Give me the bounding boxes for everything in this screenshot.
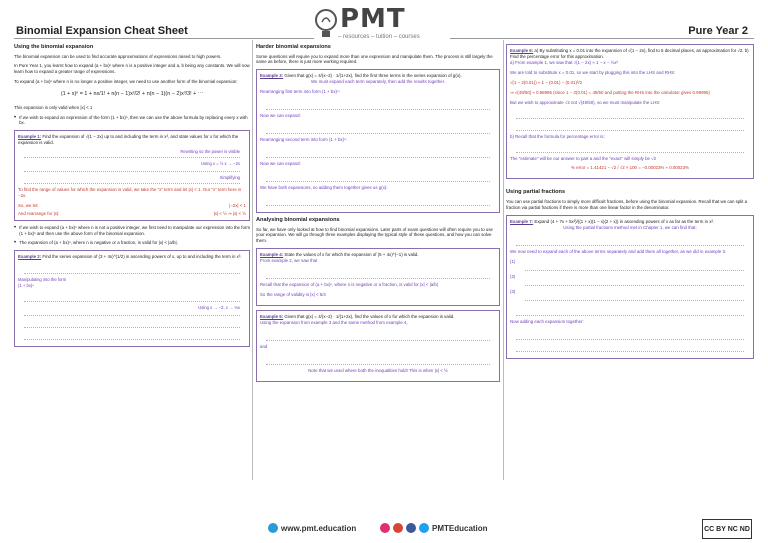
paragraph: You can use partial fractions to simply more difficult fractions, before using the binomial expansion. Recall that we can split a fraction via partial fractions if there is more than one linear factor in the denominator. [506,198,748,210]
paragraph: To expand (a + bx)ⁿ where n is no longer a positive integer, we need to use another form of the binomial expansion: [14,79,238,85]
header-rule-right [450,38,754,39]
bullet-icon: • [14,114,17,121]
working-line [24,161,240,172]
working-math: ⇒ √(49/50) ≈ 0.98995 (since 1 − 2(0.01) = 49/50 and putting the RHS into the calculator gives 0.98995) [510,89,710,95]
working-line [516,235,744,246]
working-line [24,175,240,184]
bullet-text: If we wish to expand (a + bx)ⁿ where n is not a positive integer, we first need to manipulate our expression into the form (1 + bx)ⁿ and then use the above form of the binomial expansion. [19,225,250,236]
website-text: www.pmt.education [281,523,357,533]
example-label: Example 4: [260,252,284,258]
working-line [266,171,490,182]
social-links[interactable] [380,523,488,533]
example-question: State the values of x for which the expansion of (5 + 4x)^(−1) is valid. [284,252,419,258]
annotation: Manipulating into the form (1 + bx)ⁿ [18,276,67,288]
youtube-icon[interactable] [393,523,403,533]
annotation: Using x → −2, x → ⅓x [198,305,240,311]
bullet-point [14,225,250,237]
working-text: a) From example 1, we saw that √(1 − 2x) ≈ 1 − x − ½x² [510,59,618,65]
paragraph: Some questions will require you to expand more than one expression and manipulate them. The process is still largely the same as before, there is just more working required. [256,53,493,65]
section-heading: Using partial fractions [506,189,566,196]
example-box [14,250,250,347]
working-line [266,147,490,158]
working-line [516,144,744,153]
working-line [266,123,490,134]
validity-text: This expansion is only valid when |x| < 1 [14,104,93,110]
working-text: We must expand each term separately, then add the results together. [310,79,446,85]
column-1 [14,40,250,477]
working-math: √(1 − 2(0.01)) ≈ 1 − (0.01) − (0.01)²/2 [510,79,583,85]
year-tag: Pure Year 2 [688,25,748,37]
working-line [525,277,744,286]
working-line [266,330,490,341]
working-line [266,99,490,110]
column-2 [256,40,500,477]
annotation: Using x = ½ x → −2x [201,161,240,167]
working-line [516,307,744,316]
working-text: Note that we used where both the inequalities hold! This is when |x| < ½ [308,367,448,373]
example-question: Find the expansion of √(1 − 2x) up to and including the term in x³, and state values for x for which the expansion is valid. [18,134,239,146]
example-label: Example 7: [510,218,534,224]
example-label: Example 1: [18,134,42,140]
globe-icon [268,523,278,533]
working-line [266,195,490,206]
paragraph: In Pure Year 1, you learnt how to expand (a + bx)ⁿ where n is a positive integer and a, b being any constants. We will now learn how to expand a greater range of expressions. [14,63,250,75]
working-line [24,149,240,158]
example-label: Example 2: [18,253,42,259]
section-heading: Analysing binomial expansions [256,216,340,223]
logo-subtitle: – resources – tuition – courses [338,34,420,40]
working-math: |x| < ½ ⇒ |x| < ½ [213,211,246,217]
working-text: We now need to expand each of the above terms separately and add them all together, as we did in example 3. [510,248,727,254]
example-box [14,130,250,221]
example-question: Given that g(x) = 4/(x−2) · 1/(1+2x), find the first three terms in the series expansion of g(x). [284,73,462,79]
lightbulb-icon [314,6,338,40]
working-math: % error = 1.41421 − √2 / √2 × 100 = −0.00023% ≈ 0.00023% [571,165,689,171]
example-box [256,310,500,382]
working-line [516,110,744,119]
instagram-icon[interactable] [380,523,390,533]
working-text: Using the expansion from example 3 and the same method from example 4, [260,320,408,326]
step-label: (1) [510,258,516,264]
section-heading: Harder binomial expansions [256,44,331,50]
working-text: Now adding each expansion together: [510,318,584,324]
working-line [516,343,744,352]
step-label: (3) [510,288,516,294]
step-label: (2) [510,273,516,279]
working-line [24,263,240,274]
bullet-point [14,240,250,246]
example-question: Find the series expansion of (3 + 4x)^(1/2) in ascending powers of x, up to and including the term in x³. [42,253,242,259]
working-text: We are told to substitute x = 0.01, so we start by plugging this into the LHS and RHS: [510,69,676,75]
example-question: a) By substituting x = 0.01 into the expansion of √(1 − 2x), find to 5 decimal places, an approximation for √2. b) Find the percentage error for this approximation. [510,48,749,59]
bullet-point [14,115,250,127]
section-heading: Using the binomial expansion [14,44,94,50]
working-text: We have both expansions, so adding them together gives us g(x): [260,185,388,191]
working-line [266,354,490,365]
twitter-icon[interactable] [419,523,429,533]
working-text: Rearranging first term into form (1 + bx)ⁿ: [260,89,340,95]
page-title: Binomial Expansion Cheat Sheet [16,25,188,37]
working-text: And rearrange for |x|: [18,211,60,217]
footer [0,515,768,543]
working-line [24,331,240,340]
header-rule-left [14,38,314,39]
column-3 [506,40,754,477]
working-text: Rearranging second term into form (1 + bx)ⁿ: [260,137,347,143]
working-text: To find the range of values for which the expansion is valid, we take the "x" term and let |x| < 1. Our "x" term here is −2x. [18,187,242,199]
bullet-text: If we wish to expand an expression of the form (1 + bx)ⁿ, then we can use the above formula by replacing every x with bx. [19,114,248,126]
working-line [516,122,744,131]
working-text: So, we let: [18,203,39,209]
annotation: Simplifying [219,175,240,181]
bullet-icon: • [14,225,17,232]
column-divider [252,40,253,480]
working-text: So the range of validity is |x| < 5/4 [260,292,326,298]
example-box [256,248,500,306]
license-badge [702,519,752,539]
working-line [24,291,240,302]
working-text: Recall that the expansion of (a + bx)ⁿ, where n is negative or a fraction, is valid for |x| < |a/b| [260,282,438,288]
working-line [266,268,490,279]
working-line [525,292,744,301]
working-text: Using the partial fractions method met in Chapter 1, we can find that: [563,224,697,230]
example-box [256,69,500,213]
working-text: The "estimate" will be our answer to part a and the "exact" will simply be √2 [510,155,657,161]
bullet-text: The expansion of (a + bx)ⁿ, where n is negative or a fraction, is valid for |x| < |a/b|. [19,239,178,245]
working-text: But we wish to approximate √2 not √(49/50), so we must manipulate the LHS: [510,99,661,105]
working-text: Now we can expand: [260,161,301,167]
logo-text: PMT [340,4,406,34]
annotation: Rewriting so the power is visible [180,149,240,155]
example-label: Example 5: [260,314,284,320]
facebook-icon[interactable] [406,523,416,533]
working-line [24,305,240,316]
working-text: and [260,343,268,349]
website-link[interactable] [268,523,356,533]
working-text: b) Recall that the formula for percentage error is: [510,133,605,139]
working-text: From example 2, we saw that [260,258,318,264]
example-question: Expand (4 + 7x + 5x²)/((1 + x)(1 − x)(2 + x)) in ascending powers of x as far as the term in x². [534,218,715,224]
example-box [506,215,754,359]
paragraph: So far, we have only looked at how to find binomial expansions. Later parts of exam questions will often require you to use your expansion. We will go through three examples displaying the typical style of these questions, and how you can solve them. [256,226,493,244]
working-line [24,319,240,328]
column-divider [503,40,504,480]
working-line [516,329,744,340]
example-box [506,44,754,179]
license-text: CC BY NC ND [704,525,750,533]
social-handle: PMTEducation [432,523,488,533]
example-label: Example 6: [510,48,534,53]
example-label: Example 3: [260,73,284,79]
working-math: |−2x| < 1 [229,203,246,209]
working-text: Now we can expand: [260,113,301,119]
bullet-icon: • [14,239,17,246]
example-question: Given that g(x) = 4/(x−2) · 1/(1+2x), find the values of x for which the expansion is valid. [284,314,455,320]
working-line [525,262,744,271]
binomial-formula: (1 + x)ⁿ = 1 + nx/1! + n(n − 1)x²/2! + n(n − 1)(n − 2)x³/3! + ⋯ [60,91,204,98]
paragraph: The binomial expansion can be used to find accurate approximations of expressions raised to high powers. [14,53,222,59]
